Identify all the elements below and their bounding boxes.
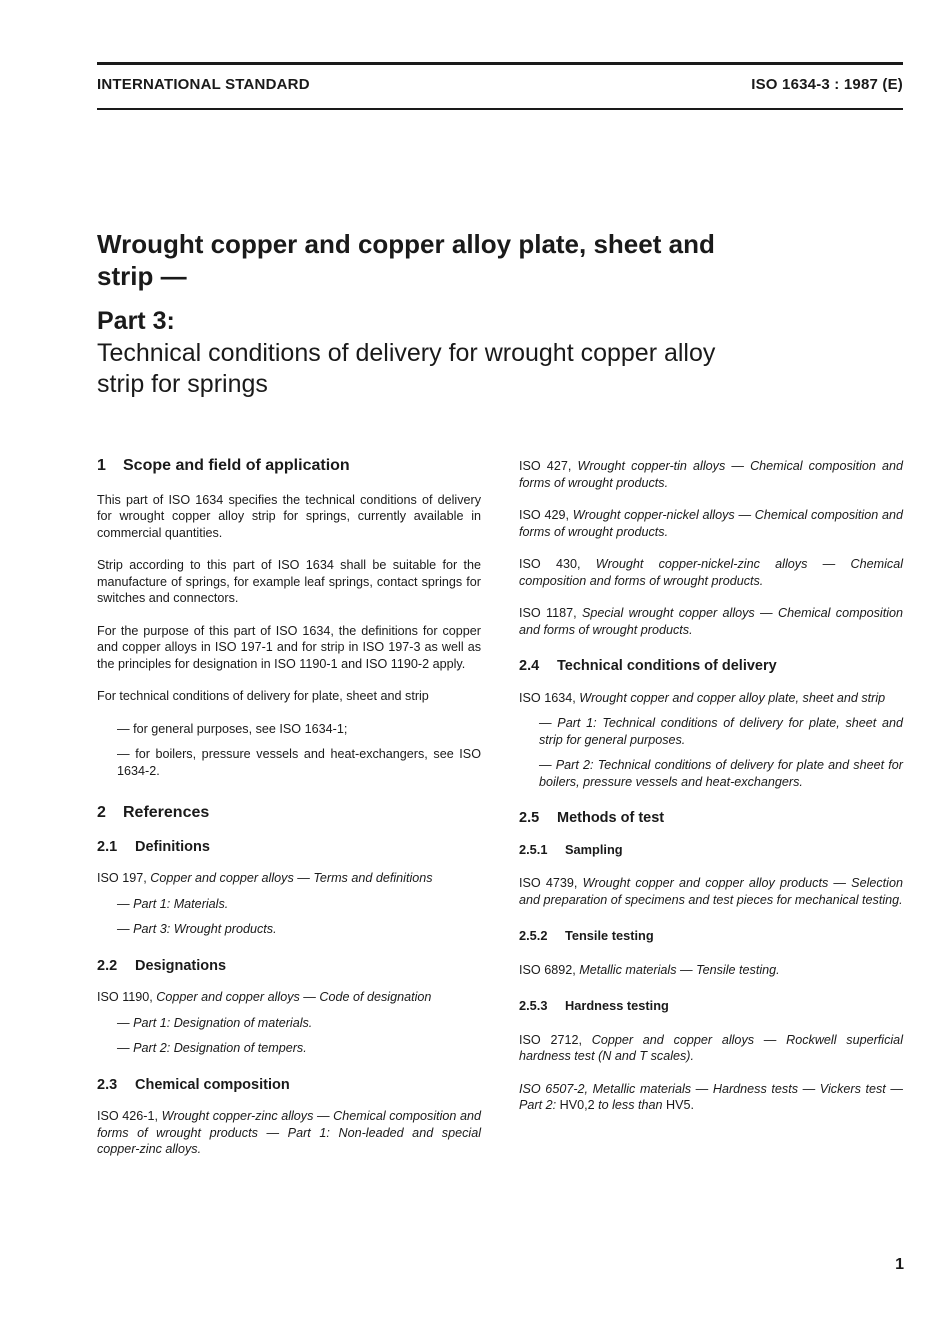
list-item: — Part 2: Technical conditions of delivery for plate and sheet for boilers, pressure vessels and heat-exchangers.: [539, 758, 903, 789]
header-top-rule: [97, 62, 903, 65]
reference-entry: ISO 429, Wrought copper-nickel alloys — Chemical composition and forms of wrought products.: [519, 508, 903, 539]
reference-entry: ISO 1190, Copper and copper alloys — Code of designation: [97, 990, 432, 1004]
list-item: — for general purposes, see ISO 1634-1;: [117, 721, 348, 736]
reference-entry: ISO 1187, Special wrought copper alloys — Chemical composition and forms of wrought products.: [519, 606, 903, 637]
right-column: [519, 458, 903, 1130]
reference-entry: ISO 2712, Copper and copper alloys — Rockwell superficial hardness test (N and T scales).: [519, 1032, 903, 1063]
page-number: 1: [895, 1256, 904, 1273]
subsubsection-heading-sampling: 2.5.1 Sampling: [519, 841, 623, 857]
reference-entry: ISO 430, Wrought copper-nickel-zinc alloys — Chemical composition and forms of wrought products.: [519, 557, 903, 588]
header-standard-type: INTERNATIONAL STANDARD: [97, 76, 310, 93]
subsection-heading-technical-conditions: 2.4 Technical conditions of delivery: [519, 658, 777, 674]
reference-entry: ISO 6892, Metallic materials — Tensile testing.: [519, 962, 780, 977]
paragraph: Strip according to this part of ISO 1634 shall be suitable for the manufacture of springs, for example leaf springs, contact springs for switches and connectors.: [97, 558, 481, 605]
list-item: — Part 2: Designation of tempers.: [117, 1041, 307, 1055]
subsection-heading-definitions: 2.1 Definitions: [97, 838, 210, 855]
reference-entry: ISO 1634, Wrought copper and copper alloy plate, sheet and strip: [519, 690, 886, 705]
document-title-block: [97, 228, 857, 400]
subsection-heading-methods-of-test: 2.5 Methods of test: [519, 810, 665, 826]
header-standard-number: ISO 1634-3 : 1987 (E): [751, 76, 903, 93]
list-item: — Part 1: Designation of materials.: [117, 1015, 313, 1030]
section-heading-references: 2 References: [97, 804, 210, 821]
subsection-heading-chemical-composition: 2.3 Chemical composition: [97, 1076, 290, 1093]
reference-entry: ISO 197, Copper and copper alloys — Terms and definitions: [97, 871, 433, 885]
part-title: Technical conditions of delivery for wrought copper alloy strip for springs: [97, 339, 716, 398]
subsection-heading-designations: 2.2 Designations: [97, 957, 227, 974]
subsubsection-heading-tensile-testing: 2.5.2 Tensile testing: [519, 928, 654, 943]
paragraph: For the purpose of this part of ISO 1634, the definitions for copper and copper alloys in ISO 197-1 and for strip in ISO 197-3 as well as the principles for designation in ISO 1190-1 and ISO 1190-2 apply.: [97, 623, 481, 671]
reference-entry: ISO 427, Wrought copper-tin alloys — Chemical composition and forms of wrought products.: [519, 459, 904, 490]
document-title: Wrought copper and copper alloy plate, sheet and strip —: [97, 229, 715, 291]
reference-entry: ISO 426-1, Wrought copper-zinc alloys — Chemical composition and forms of wrought products — Part 1: Non-leaded and special copper-zinc alloys.: [97, 1109, 482, 1156]
reference-entry: ISO 6507-2, Metallic materials — Hardness tests — Vickers test — Part 2: HV0,2 to less than HV5.: [519, 1081, 903, 1112]
part-number: Part 3:: [97, 307, 175, 335]
paragraph: This part of ISO 1634 specifies the technical conditions of delivery for wrought copper alloy strip for springs, currently available in commercial quantities.: [97, 492, 481, 540]
header-bottom-rule: [97, 108, 903, 110]
list-item: — Part 1: Technical conditions of delivery for plate, sheet and strip for general purposes.: [539, 716, 903, 747]
list-item: — Part 3: Wrought products.: [117, 922, 277, 936]
list-item: — for boilers, pressure vessels and heat-exchangers, see ISO 1634-2.: [117, 747, 481, 778]
section-heading-scope: 1 Scope and field of application: [97, 457, 350, 474]
reference-entry: ISO 4739, Wrought copper and copper alloy products — Selection and preparation of specimens and test pieces for mechanical testing.: [519, 876, 903, 907]
subsubsection-heading-hardness-testing: 2.5.3 Hardness testing: [519, 998, 669, 1013]
paragraph: For technical conditions of delivery for plate, sheet and strip: [97, 689, 429, 703]
left-column: [97, 458, 481, 1174]
list-item: — Part 1: Materials.: [117, 896, 229, 911]
